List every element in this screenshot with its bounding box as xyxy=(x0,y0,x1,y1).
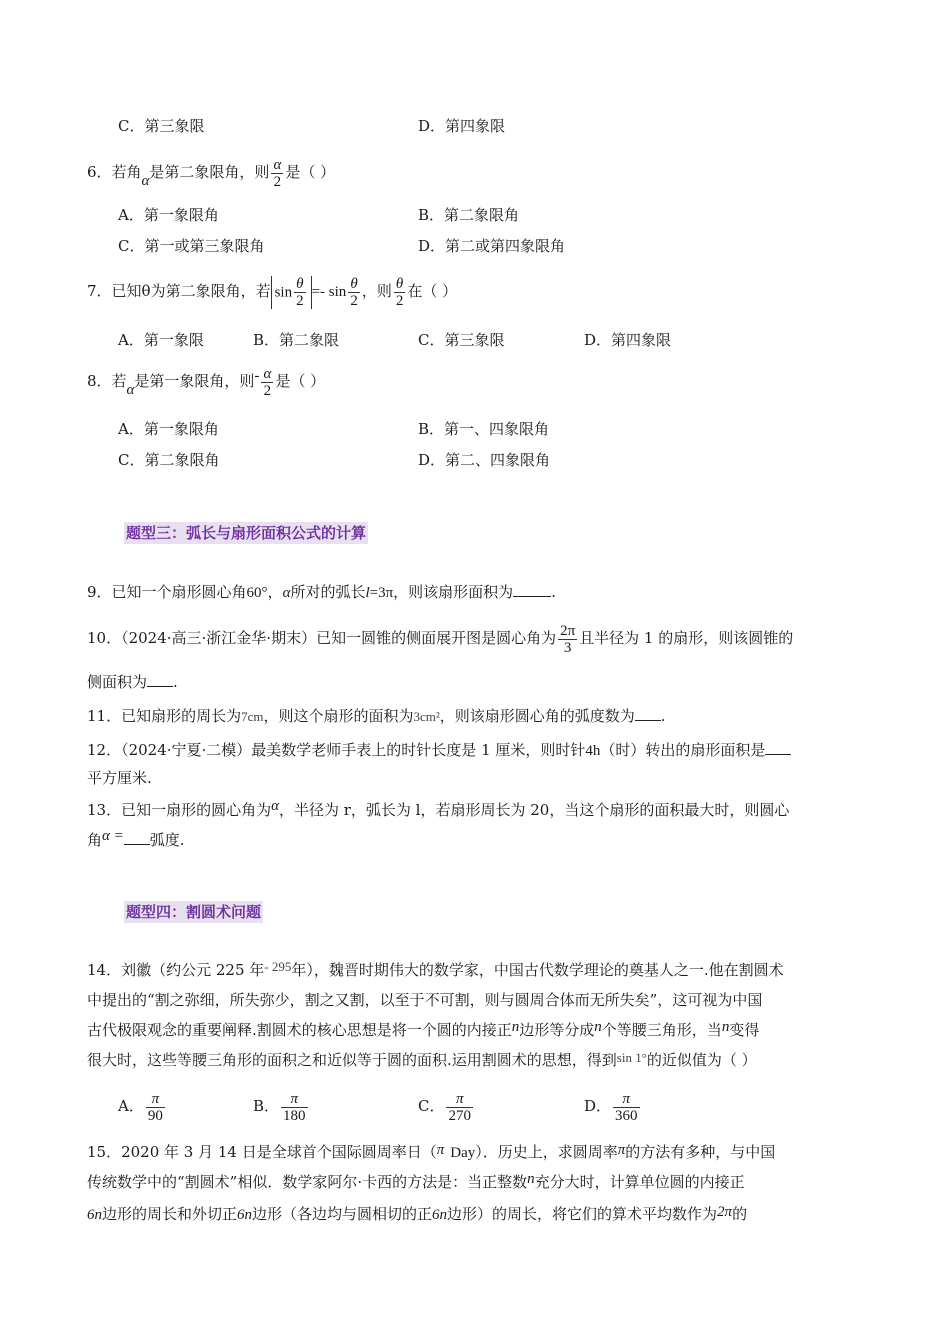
q6-option-b: B．第二象限角 xyxy=(418,206,520,224)
q6-option-a: A．第一象限角 xyxy=(118,206,219,224)
q7-then: ，则 xyxy=(361,282,392,300)
q6-fraction: $\frac{\alpha}{2}$ xyxy=(273,156,282,190)
q6-option-d: D．第二或第四象限角 xyxy=(418,237,566,255)
q7-equals-neg-sin: =- sin xyxy=(311,284,347,300)
section-heading-4: 题型四：割圆术问题 xyxy=(126,903,262,921)
q14-years: - 295 xyxy=(264,959,292,974)
q8-option-c: C．第二象限角 xyxy=(118,451,220,469)
q10-fraction: $\frac{2\pi}{3}$ xyxy=(560,622,576,656)
q7-abs-sin: sin $\frac{\theta}{2}$ xyxy=(271,276,312,309)
q9-answer-blank xyxy=(513,582,551,597)
q5-option-c: C．第三象限 xyxy=(118,117,205,135)
q14-option-a: A． $\frac{\pi}{90}$ xyxy=(118,1090,163,1124)
q11-answer-blank xyxy=(635,706,661,721)
q8-suffix: 是（ ） xyxy=(275,372,326,390)
q7-option-b: B．第二象限 xyxy=(253,331,340,349)
q14-option-c: C． $\frac{\pi}{270}$ xyxy=(418,1090,471,1124)
q8-option-b: B．第一、四象限角 xyxy=(418,420,550,438)
q13-answer-blank xyxy=(124,830,150,845)
question-8 xyxy=(87,360,325,403)
q7-fraction-2: $\frac{\theta}{2}$ xyxy=(395,275,404,309)
question-14-line-2: 中提出的“割之弥细，所失弥少，割之又割，以至于不可割，则与圆周合体而无所失矣”，这可视为中国 xyxy=(87,991,763,1009)
q14-option-b: B． $\frac{\pi}{180}$ xyxy=(253,1090,306,1124)
question-14-line-3: 古代极限观念的重要阐释.割圆术的核心思想是将一个圆的内接正n边形等分成n个等腰三角形，当n变得 xyxy=(87,1019,760,1039)
q12-hours: 4h xyxy=(585,743,601,759)
q7-option-d: D．第四象限 xyxy=(584,331,672,349)
q7-fraction-1: $\frac{\theta}{2}$ xyxy=(350,275,358,309)
question-15-line-3: 6n边形的周长和外切正6n边形（各边均与圆相切的正6n边形）的周长，将它们的算术平均数作为2π的 xyxy=(87,1204,748,1223)
question-10-line-2: 侧面积为 . xyxy=(87,673,178,691)
q8-option-d: D．第二、四象限角 xyxy=(418,451,551,469)
q6-mid: 是第二象限角，则 xyxy=(149,163,270,181)
q8-alpha: α xyxy=(126,382,135,398)
question-11: 11．已知扇形的周长为7cm，则这个扇形的面积为3cm²，则该扇形圆心角的弧度数为 . xyxy=(87,707,666,725)
q7-suffix: 在（ ） xyxy=(407,282,458,300)
q7-option-a: A．第一象限 xyxy=(118,331,204,349)
q11-area: 3cm² xyxy=(413,709,440,724)
q7-option-c: C．第三象限 xyxy=(418,331,505,349)
q9-angle: 60° xyxy=(246,585,268,601)
q12-answer-blank xyxy=(765,740,791,755)
question-12-line-2: 平方厘米. xyxy=(87,769,152,787)
q6-alpha: α xyxy=(141,173,150,189)
question-10-line-1: 10．（2024·高三·浙江金华·期末）已知一圆锥的侧面展开图是圆心角为 $\frac{2\pi}{3}$ 且半径为 1 的扇形，则该圆锥的 xyxy=(87,622,794,656)
q14-sin1: sin 1° xyxy=(616,1050,647,1065)
question-14-line-1: 14．刘徽（约公元 225 年- 295年），魏晋时期伟大的数学家，中国古代数学理论的奠基人之一.他在割圆术 xyxy=(87,959,784,979)
q8-minus: - xyxy=(254,368,260,384)
q6-suffix: 是（ ） xyxy=(285,163,336,181)
q8-option-a: A．第一象限角 xyxy=(118,420,219,438)
q10-answer-blank xyxy=(147,672,173,687)
q11-perimeter: 7cm xyxy=(241,709,264,724)
question-13-line-1: 13．已知一扇形的圆心角为α，半径为 r，弧长为 l，若扇形周长为 20，当这个扇形的面积最大时，则圆心 xyxy=(87,798,790,819)
q5-option-d: D．第四象限 xyxy=(418,117,506,135)
section-heading-3: 题型三：弧长与扇形面积公式的计算 xyxy=(126,524,367,542)
question-13-line-2: 角α = 弧度. xyxy=(87,828,185,849)
q8-prefix: 8．若 xyxy=(87,372,127,390)
q14-option-d: D． $\frac{\pi}{360}$ xyxy=(584,1090,638,1124)
q6-prefix: 6．若角 xyxy=(87,163,142,181)
question-15-line-2: 传统数学中的“割圆术”相似．数学家阿尔·卡西的方法是：当正整数n充分大时，计算单位圆的内接正 xyxy=(87,1171,745,1191)
question-9: 9．已知一个扇形圆心角60°，α所对的弧长l=3π，则该扇形面积为 . xyxy=(87,583,556,601)
question-14-line-4: 很大时，这些等腰三角形的面积之和近似等于圆的面积.运用割圆术的思想，得到sin 1°的近似值为（ ） xyxy=(87,1050,757,1069)
question-7 xyxy=(87,270,457,313)
q8-mid: 是第一象限角，则 xyxy=(134,372,255,390)
question-6 xyxy=(87,156,335,190)
q7-prefix: 7．已知θ为第二象限角，若 xyxy=(87,282,271,300)
question-12-line-1: 12．（2024·宁夏·二模）最美数学老师手表上的时针长度是 1 厘米，则时针4h（时）转出的扇形面积是 xyxy=(87,740,791,761)
q6-option-c: C．第一或第三象限角 xyxy=(118,237,265,255)
question-15-line-1: 15．2020 年 3 月 14 日是全球首个国际圆周率日（π Day）．历史上，求圆周率π的方法有多种，与中国 xyxy=(87,1142,776,1161)
q8-fraction: $\frac{\alpha}{2}$ xyxy=(263,365,272,399)
